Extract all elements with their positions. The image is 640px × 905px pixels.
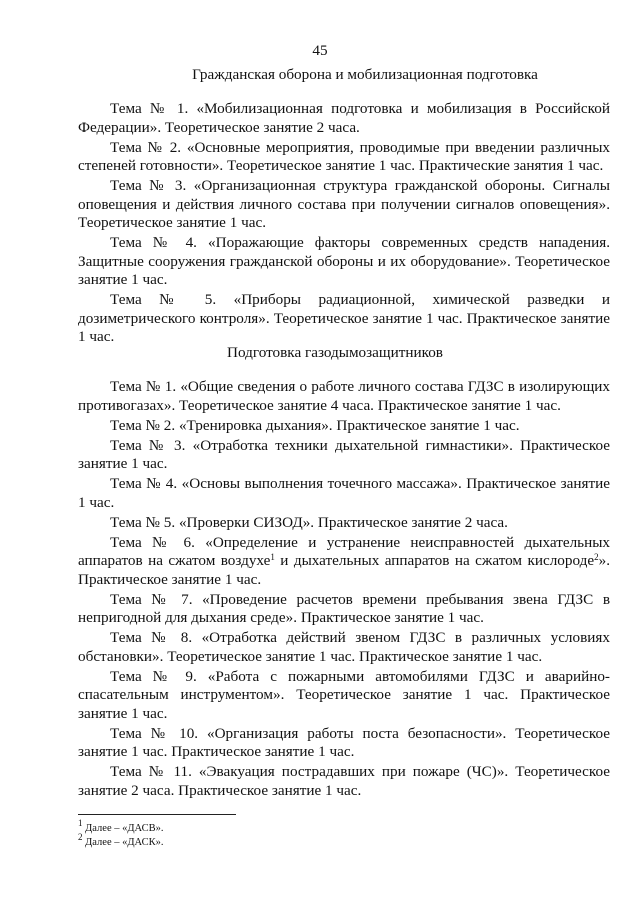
page-number: 45	[312, 42, 328, 59]
topic-paragraph: Тема № 11. «Эвакуация пострадавших при пожаре (ЧС)». Теоретическое занятие 2 часа. Практическое занятие 1 час.	[78, 763, 610, 799]
footnote-mark: 1	[78, 818, 83, 828]
footnote-text: Далее – «ДАСК».	[82, 837, 164, 848]
footnote-mark: 2	[78, 832, 83, 842]
topic-text: Тема № 6. «Определение и устранение неисправностей дыхательных аппаратов на сжатом воздухе	[78, 533, 610, 569]
topic-paragraph: Тема № 4. «Поражающие факторы современных средств нападения. Защитные сооружения гражданской обороны и их оборудование». Теоретическое занятие 1 час.	[78, 234, 610, 288]
gas-smoke-protection-topics	[78, 378, 610, 802]
civil-defense-topics	[78, 100, 610, 348]
topic-paragraph: Тема № 8. «Отработка действий звеном ГДЗС в различных условиях обстановки». Теоретическое занятие 1 час. Практическое занятие 1 час.	[78, 629, 610, 665]
topic-paragraph: Тема № 3. «Отработка техники дыхательной гимнастики». Практическое занятие 1 час.	[78, 436, 610, 472]
topic-paragraph: Тема № 10. «Организация работы поста безопасности». Теоретическое занятие 1 час. Практическое занятие 1 час.	[78, 724, 610, 760]
footnote-ref: 1	[270, 552, 275, 562]
footnotes	[78, 818, 164, 850]
section-heading-gas-smoke-protection: Подготовка газодымозащитников	[227, 344, 443, 361]
topic-paragraph: Тема № 1. «Мобилизационная подготовка и мобилизация в Российской Федерации». Теоретическое занятие 2 часа.	[78, 100, 610, 136]
topic-paragraph: Тема № 7. «Проведение расчетов времени пребывания звена ГДЗС в непригодной для дыхания среде». Практическое занятие 1 час.	[78, 590, 610, 626]
footnote-ref: 2	[594, 552, 599, 562]
footnote-divider	[78, 814, 236, 815]
topic-paragraph: Тема № 1. «Общие сведения о работе личного состава ГДЗС в изолирующих противогазах». Теоретическое занятие 4 часа. Практическое занятие 1 час.	[78, 378, 610, 414]
topic-paragraph: Тема № 2. «Основные мероприятия, проводимые при введении различных степеней готовности». Теоретическое занятие 1 час. Практические занятия 1 час.	[78, 138, 610, 174]
topic-paragraph: Тема № 5. «Приборы радиационной, химической разведки и дозиметрического контроля». Теоретическое занятие 1 час. Практическое занятие 1 час.	[78, 291, 610, 345]
topic-paragraph: Тема № 9. «Работа с пожарными автомобилями ГДЗС и аварийно-спасательным инструментом». Теоретическое занятие 1 час. Практическое занятие 1 час.	[78, 667, 610, 722]
topic-paragraph: Тема № 4. «Основы выполнения точечного массажа». Практическое занятие 1 час.	[78, 475, 610, 511]
topic-paragraph: Тема № 2. «Тренировка дыхания». Практическое занятие 1 час.	[110, 416, 520, 434]
topic-paragraph: Тема № 3. «Организационная структура гражданской обороны. Сигналы оповещения и действия личного состава при получении сигналов оповещения». Теоретическое занятие 1 час.	[78, 177, 610, 231]
topic-paragraph: Тема № 5. «Проверки СИЗОД». Практическое занятие 2 часа.	[110, 513, 508, 531]
topic-text: ». Практическое занятие 1 час.	[78, 552, 610, 588]
footnote-text: Далее – «ДАСВ».	[82, 823, 164, 834]
section-heading-civil-defense: Гражданская оборона и мобилизационная подготовка	[192, 66, 538, 83]
topic-paragraph	[78, 534, 610, 590]
topic-text: и дыхательных аппаратов на сжатом кислороде	[274, 552, 595, 569]
footnote	[78, 818, 164, 836]
footnote	[78, 832, 164, 850]
